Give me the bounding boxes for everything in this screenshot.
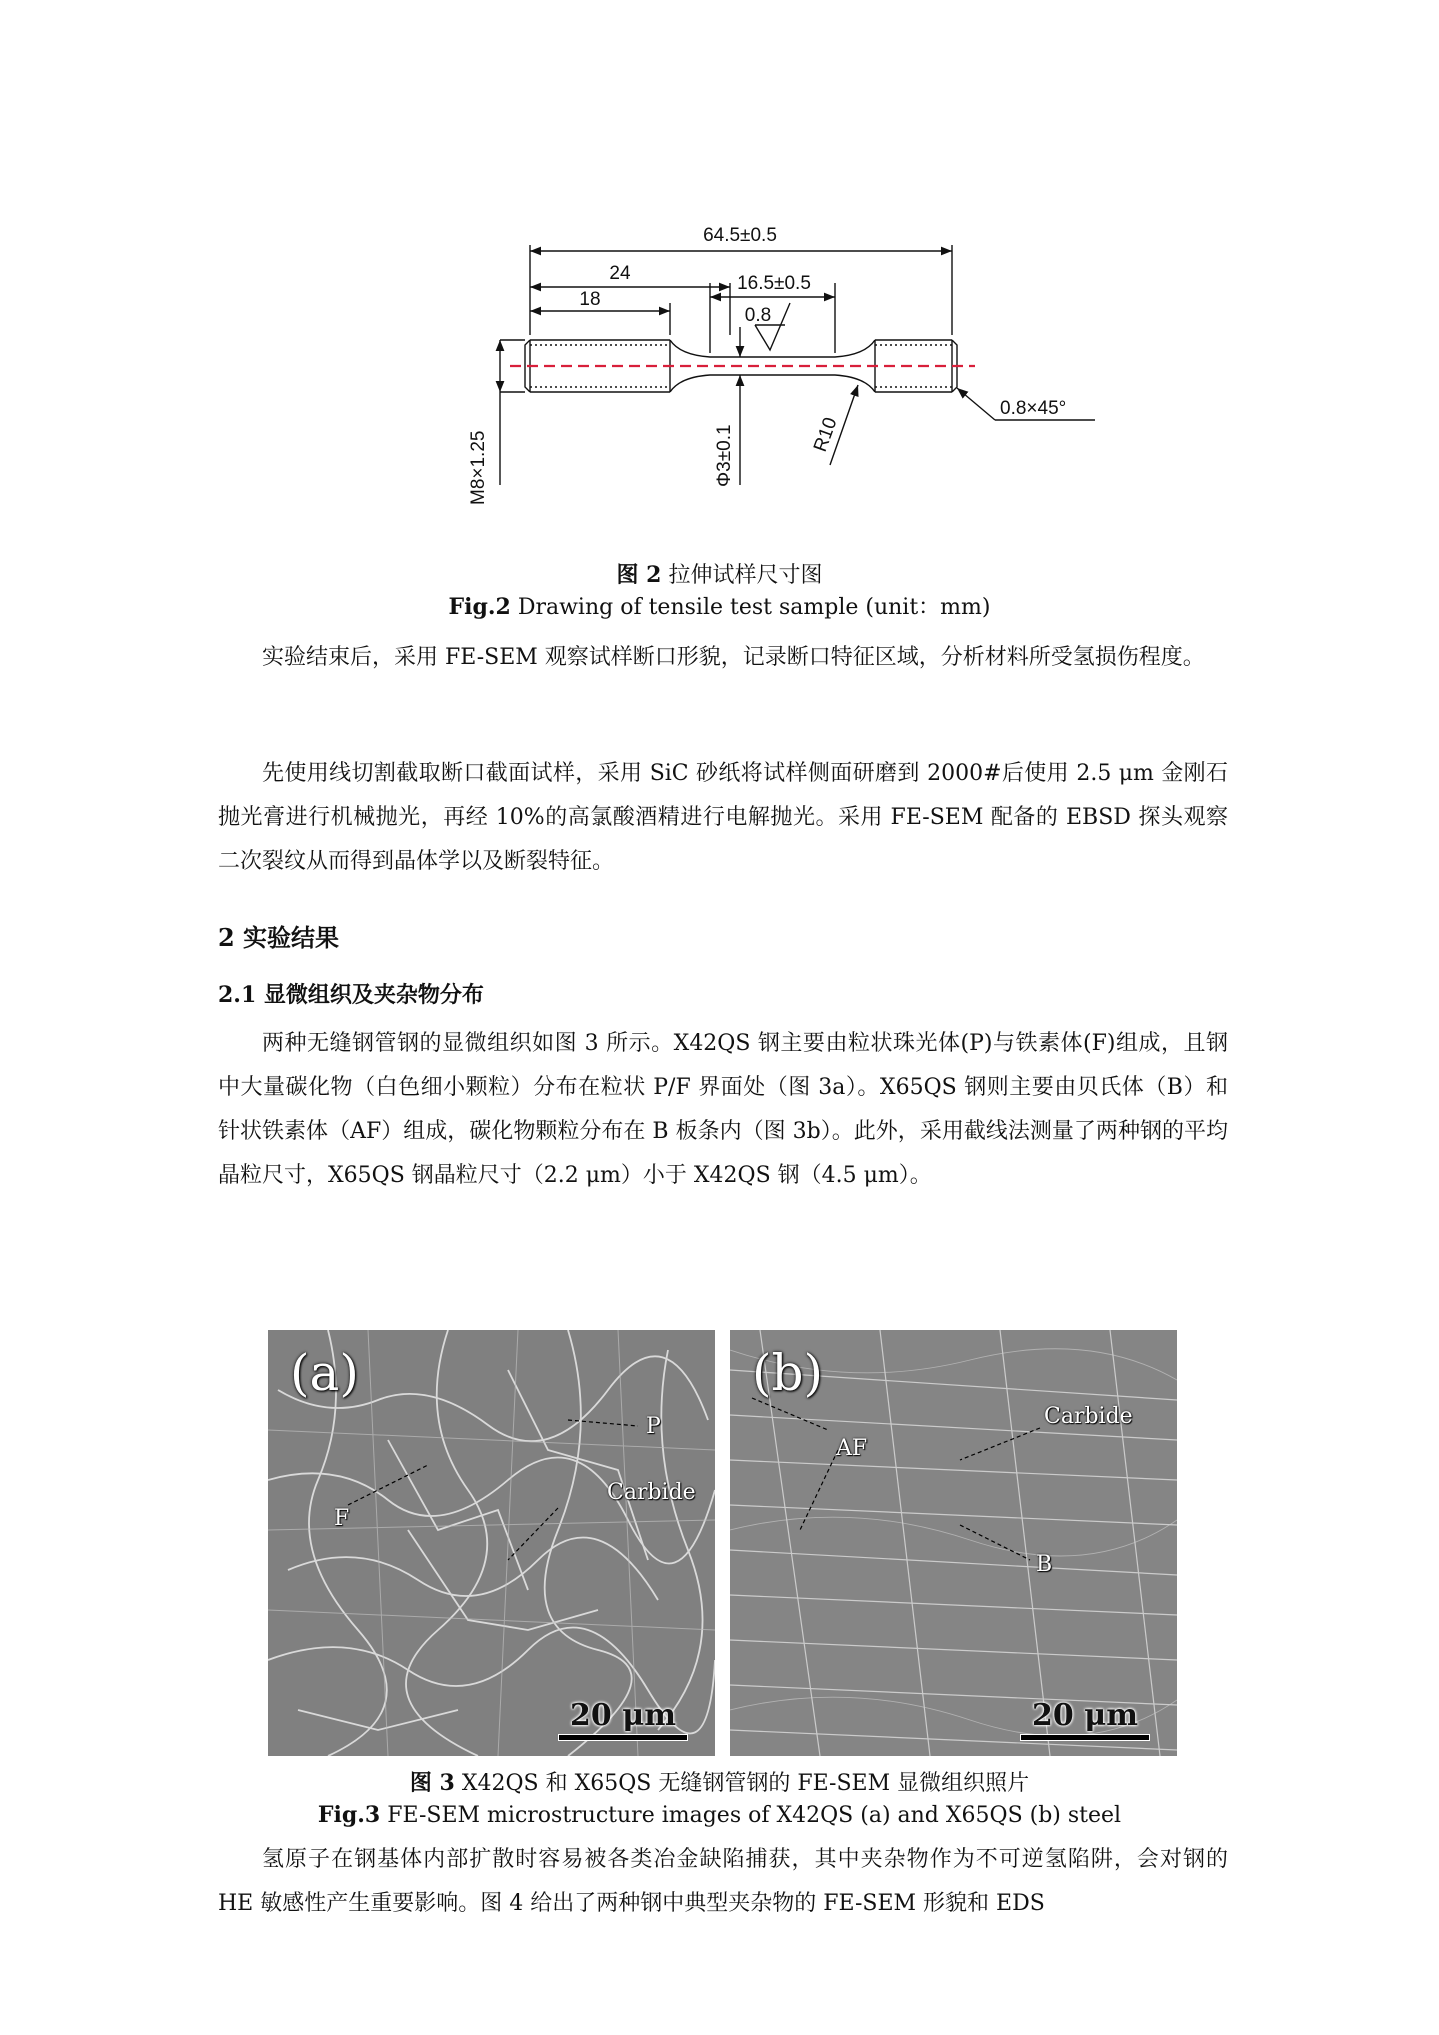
label-ferrite: F [334,1506,350,1531]
micrograph-b-x65qs [730,1330,1177,1756]
figure3-caption-cn [0,1768,1439,1799]
dim-thread: M8×1.25 [468,430,489,505]
subsection-heading-microstructure: 2.1 显微组织及夹杂物分布 [218,982,484,1008]
section-heading-results: 2 实验结果 [218,923,340,952]
label-carbide-b: Carbide [1044,1404,1133,1429]
paragraph-sample-preparation: 先使用线切割截取断口截面试样，采用 SiC 砂纸将试样侧面研磨到 2000#后使用 2.5 μm 金刚石抛光膏进行机械抛光，再经 10%的高氯酸酒精进行电解抛光。采用 FE-SEM 配备的 EBSD 探头观察二次裂纹从而得到晶体学以及断裂特征。 [218,761,1228,874]
figure2-caption-en-label: Fig.2 [448,594,511,620]
paragraph-microstructure: 两种无缝钢管钢的显微组织如图 3 所示。X42QS 钢主要由粒状珠光体(P)与铁素体(F)组成，且钢中大量碳化物（白色细小颗粒）分布在粒状 P/F 界面处（图 3a）。X65QS 钢则主要由贝氏体（B）和针状铁素体（AF）组成，碳化物颗粒分布在 B 板条内（图 3b）。此外，采用截线法测量了两种钢的平均晶粒尺寸，X65QS 钢晶粒尺寸（2.2 μm）小于 X42QS 钢（4.5 μm）。 [218,1031,1228,1188]
figure3-caption-en-text: FE-SEM microstructure images of X42QS (a) and X65QS (b) steel [380,1803,1122,1828]
label-acicular-ferrite: AF [836,1436,868,1461]
panel-a-leader-lines [268,1330,715,1756]
paragraph-inclusions: 氢原子在钢基体内部扩散时容易被各类冶金缺陷捕获，其中夹杂物作为不可逆氢陷阱，会对钢的 HE 敏感性产生重要影响。图 4 给出了两种钢中典型夹杂物的 FE-SEM 形貌和 EDS [218,1847,1228,1916]
dim-chamfer: 0.8×45° [1000,398,1067,419]
figure2-caption-cn-label: 图 2 [616,562,662,588]
figure2-caption-en-text: Drawing of tensile test sample (unit：mm) [510,595,991,620]
scale-bar-b-text: 20 μm [1032,1698,1138,1733]
paragraph-fracture-observation: 实验结束后，采用 FE-SEM 观察试样断口形貌，记录断口特征区域，分析材料所受氢损伤程度。 [262,645,1205,670]
scale-bar-a [559,1698,687,1740]
figure3-caption-cn-label: 图 3 [409,1770,455,1796]
panel-a-letter: (a) [290,1344,359,1402]
scale-bar-a-text: 20 μm [570,1698,676,1733]
figure2-caption-en [0,592,1439,623]
figure3-caption-cn-text: X42QS 和 X65QS 无缝钢管钢的 FE-SEM 显微组织照片 [454,1771,1030,1796]
figure3-caption-en [0,1800,1439,1831]
scale-bar-a-line [559,1735,687,1740]
scale-bar-b [1021,1698,1149,1740]
figure2-caption-cn [0,560,1439,591]
dim-diameter: Φ3±0.1 [714,424,735,487]
dim-radius: R10 [809,414,842,455]
label-bainite: B [1036,1552,1053,1577]
label-carbide-a: Carbide [607,1480,696,1505]
scale-bar-b-line [1021,1735,1149,1740]
figure2-caption-cn-text: 拉伸试样尺寸图 [661,563,823,588]
figure3-caption-en-label: Fig.3 [317,1802,381,1828]
dim-24: 24 [609,263,631,284]
dim-overall-length: 64.5±0.5 [703,225,777,246]
micrograph-a-x42qs [268,1330,715,1756]
roughness-value: 0.8 [744,305,772,326]
dim-18: 18 [579,289,601,310]
tensile-sample-drawing [440,215,1100,515]
panel-b-letter: (b) [752,1344,824,1402]
dim-16-5: 16.5±0.5 [737,273,811,294]
panel-b-leader-lines [730,1330,1177,1756]
label-pearlite: P [646,1414,661,1439]
